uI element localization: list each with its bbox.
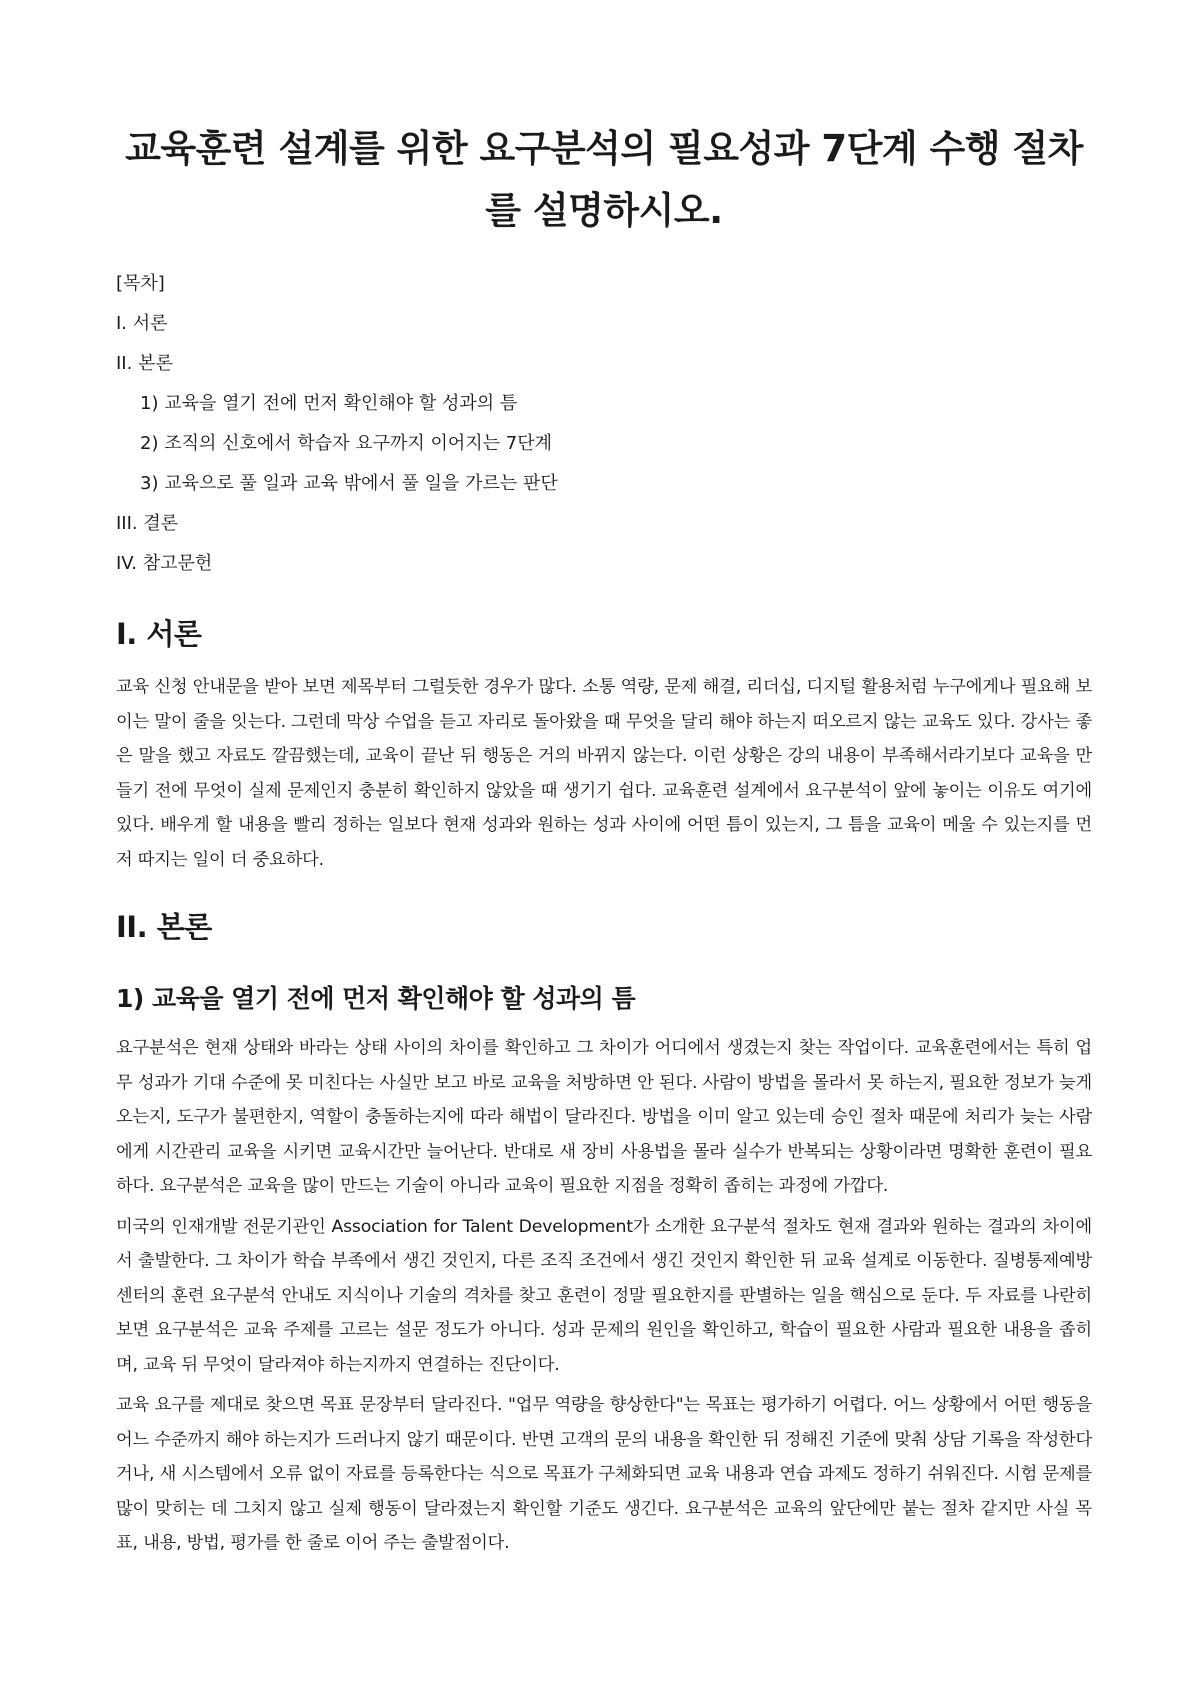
intro-heading: I. 서론 [116,617,202,651]
toc-item-references: IV. 참고문헌 [116,553,213,574]
toc-item-body-1: 1) 교육을 열기 전에 먼저 확인해야 할 성과의 틈 [140,393,518,414]
table-of-contents [116,264,1092,584]
body-paragraph-3: 교육 요구를 제대로 찾으면 목표 문장부터 달라진다. "업무 역량을 향상한다"는 목표는 평가하기 어렵다. 어느 상황에서 어떤 행동을 어느 수준까지 해야 하는지가 드러나지 않기 때문이다. 반면 고객의 문의 내용을 확인한 뒤 정해진 기준에 맞춰 상담 기록을 작성한다거나, 새 시스템에서 오류 없이 자료를 등록한다는 식으로 목표가 구체화되면 교육 내용과 연습 과제도 정하기 쉬워진다. 시험 문제를 많이 맞히는 데 그치지 않고 실제 행동이 달라졌는지 확인할 기준도 생긴다. 요구분석은 교육의 앞단에만 붙는 절차 같지만 사실 목표, 내용, 방법, 평가를 한 줄로 이어 주는 출발점이다. [116,1395,1092,1553]
body-paragraph-1: 요구분석은 현재 상태와 바라는 상태 사이의 차이를 확인하고 그 차이가 어디에서 생겼는지 찾는 작업이다. 교육훈련에서는 특히 업무 성과가 기대 수준에 못 미친다는 사실만 보고 바로 교육을 처방하면 안 된다. 사람이 방법을 몰라서 못 하는지, 필요한 정보가 늦게 오는지, 도구가 불편한지, 역할이 충돌하는지에 따라 해법이 달라진다. 방법을 이미 알고 있는데 승인 절차 때문에 처리가 늦는 사람에게 시간관리 교육을 시키면 교육시간만 늘어난다. 반대로 새 장비 사용법을 몰라 실수가 반복되는 상황이라면 명확한 훈련이 필요하다. 요구분석은 교육을 많이 만드는 기술이 아니라 교육이 필요한 지점을 정확히 좁히는 과정에 가깝다. [116,1038,1092,1196]
toc-item-intro: I. 서론 [116,313,168,334]
intro-paragraph: 교육 신청 안내문을 받아 보면 제목부터 그럴듯한 경우가 많다. 소통 역량, 문제 해결, 리더십, 디지털 활용처럼 누구에게나 필요해 보이는 말이 줄을 잇는다. 그런데 막상 수업을 듣고 자리로 돌아왔을 때 무엇을 달리 해야 하는지 떠오르지 않는 교육도 있다. 강사는 좋은 말을 했고 자료도 깔끔했는데, 교육이 끝난 뒤 행동은 거의 바뀌지 않는다. 이런 상황은 강의 내용이 부족해서라기보다 교육을 만들기 전에 무엇이 실제 문제인지 충분히 확인하지 않았을 때 생기기 쉽다. 교육훈련 설계에서 요구분석이 앞에 놓이는 이유도 여기에 있다. 배우게 할 내용을 빨리 정하는 일보다 현재 성과와 원하는 성과 사이에 어떤 틈이 있는지, 그 틈을 교육이 메울 수 있는지를 먼저 따지는 일이 더 중요하다. [116,677,1092,870]
toc-item-conclusion: III. 결론 [116,513,179,534]
toc-item-body-2: 2) 조직의 신호에서 학습자 요구까지 이어지는 7단계 [140,433,553,454]
toc-item-body: II. 본론 [116,353,173,374]
body-subsection-1-heading: 1) 교육을 열기 전에 먼저 확인해야 할 성과의 틈 [116,984,636,1013]
toc-heading: [목차] [116,273,165,294]
body-paragraph-2: 미국의 인재개발 전문기관인 Association for Talent Development가 소개한 요구분석 절차도 현재 결과와 원하는 결과의 차이에서 출발한다. 그 차이가 학습 부족에서 생긴 것인지, 다른 조직 조건에서 생긴 것인지 확인한 뒤 교육 설계로 이동한다. 질병통제예방센터의 훈련 요구분석 안내도 지식이나 기술의 격차를 찾고 훈련이 정말 필요한지를 판별하는 일을 핵심으로 둔다. 두 자료를 나란히 보면 요구분석은 교육 주제를 고르는 설문 정도가 아니다. 성과 문제의 원인을 확인하고, 학습이 필요한 사람과 필요한 내용을 좁히며, 교육 뒤 무엇이 달라져야 하는지까지 연결하는 진단이다. [116,1216,1092,1375]
document-title: 교육훈련 설계를 위한 요구분석의 필요성과 7단계 수행 절차를 설명하시오. [125,127,1083,232]
toc-item-body-3: 3) 교육으로 풀 일과 교육 밖에서 풀 일을 가르는 판단 [140,473,558,494]
body-heading: II. 본론 [116,910,212,944]
